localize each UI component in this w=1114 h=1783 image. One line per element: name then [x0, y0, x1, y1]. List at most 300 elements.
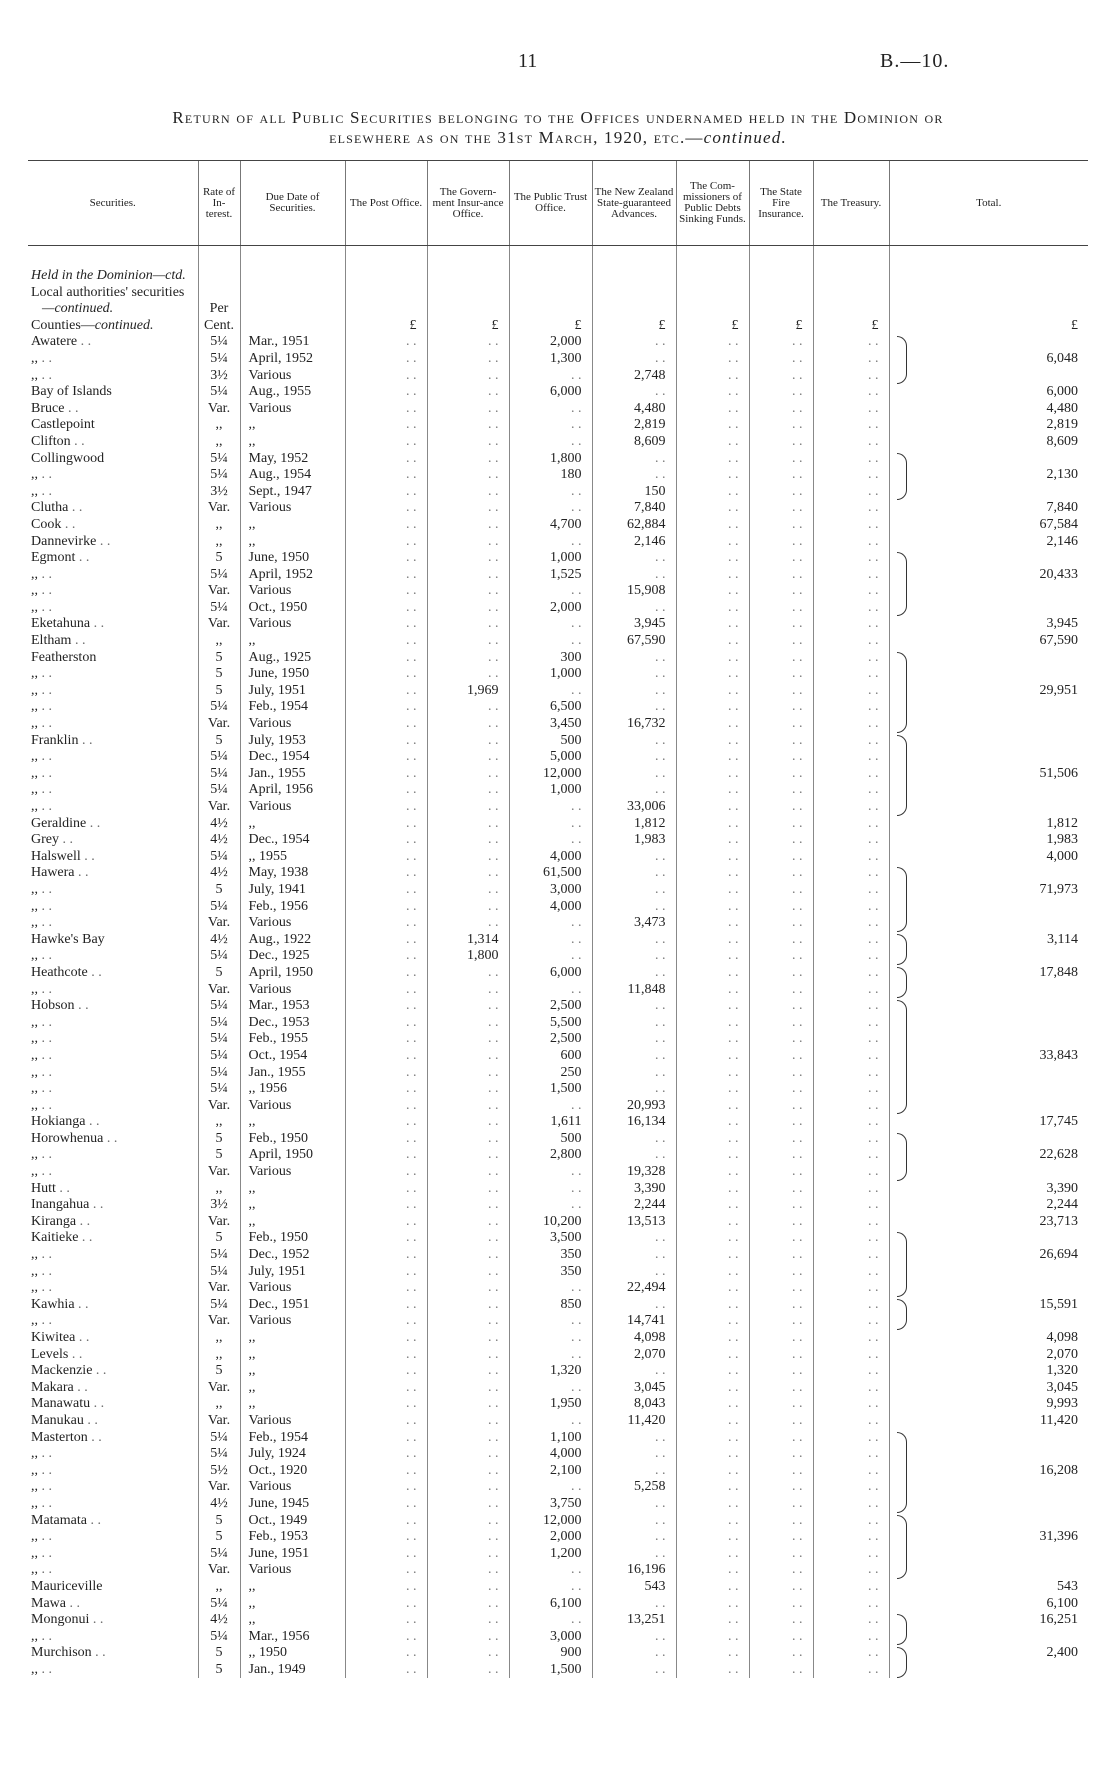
govt-insurance-value: [427, 517, 509, 534]
total-value: [889, 550, 1088, 567]
empty-cell-dots: . .: [488, 649, 499, 665]
sinking-funds-value: [676, 1579, 749, 1596]
interest-rate: 5¼: [198, 1446, 240, 1463]
sinking-funds-value: [676, 1147, 749, 1164]
empty-cell-dots: . .: [571, 1578, 582, 1594]
empty-cell-dots: . .: [571, 1097, 582, 1113]
public-trust-value: 6,500: [509, 699, 592, 716]
empty-cell-dots: . .: [868, 367, 879, 383]
empty-cell-dots: . .: [728, 1612, 739, 1628]
public-trust-value: [509, 816, 592, 833]
state-fire-value: [749, 1579, 813, 1596]
empty-cell-dots: . .: [728, 1197, 739, 1213]
due-date: ,,: [240, 1181, 345, 1198]
treasury-value: [813, 1197, 889, 1214]
group-brace: [897, 1515, 907, 1579]
govt-insurance-value: [427, 417, 509, 434]
post-office-value: [345, 683, 427, 700]
table-row: [28, 1629, 1088, 1646]
post-office-value: [345, 849, 427, 866]
empty-cell-dots: . .: [868, 483, 879, 499]
security-name: Cook . .: [31, 516, 76, 532]
state-fire-value: [749, 982, 813, 999]
state-fire-value: [749, 1164, 813, 1181]
govt-insurance-value: [427, 1496, 509, 1513]
leader-dots: . .: [38, 699, 52, 715]
state-fire-value: [749, 998, 813, 1015]
empty-cell-dots: . .: [571, 500, 582, 516]
state-fire-value: [749, 1430, 813, 1447]
security-name: ,, . .: [31, 799, 52, 814]
interest-rate: 4½: [198, 816, 240, 833]
sinking-funds-value: [676, 998, 749, 1015]
post-office-value: [345, 1596, 427, 1613]
due-date: ,, 1955: [240, 849, 345, 866]
empty-cell-dots: . .: [868, 334, 879, 350]
interest-rate: 5¼: [198, 1297, 240, 1314]
security-name: Kiranga . .: [31, 1213, 91, 1229]
due-date: Various: [240, 1413, 345, 1430]
state-advances-value: [592, 351, 676, 368]
state-advances-value: [592, 1031, 676, 1048]
security-name: Collingwood: [31, 450, 105, 466]
empty-cell-dots: . .: [406, 1379, 417, 1395]
treasury-value: [813, 1645, 889, 1662]
group-brace: [897, 735, 907, 816]
empty-cell-dots: . .: [868, 649, 879, 665]
table-row: [28, 484, 1088, 501]
empty-cell-dots: . .: [406, 350, 417, 366]
state-fire-value: [749, 1131, 813, 1148]
public-trust-value: 500: [509, 1131, 592, 1148]
due-date: Feb., 1954: [240, 1430, 345, 1447]
total-value: 6,100: [889, 1596, 1088, 1613]
leader-dots: . .: [38, 898, 52, 914]
empty-cell-dots: . .: [868, 350, 879, 366]
security-name: Grey . .: [31, 832, 73, 848]
interest-rate: ,,: [198, 1330, 240, 1347]
empty-cell-dots: . .: [488, 1130, 499, 1146]
empty-cell-dots: . .: [728, 1446, 739, 1462]
empty-cell-dots: . .: [728, 815, 739, 831]
interest-rate: 5¼: [198, 849, 240, 866]
empty-cell-dots: . .: [571, 915, 582, 931]
empty-cell-dots: . .: [792, 566, 803, 582]
state-advances-value: 4,098: [592, 1330, 676, 1347]
empty-cell-dots: . .: [488, 566, 499, 582]
govt-insurance-value: [427, 1596, 509, 1613]
sinking-funds-value: [676, 1164, 749, 1181]
state-fire-value: [749, 334, 813, 351]
empty-cell-dots: . .: [868, 417, 879, 433]
state-advances-value: [592, 451, 676, 468]
leader-dots: . .: [38, 682, 52, 698]
state-advances-value: 33,006: [592, 799, 676, 816]
govt-insurance-value: [427, 567, 509, 584]
empty-cell-dots: . .: [655, 1363, 666, 1379]
total-value: 22,628: [889, 1147, 1088, 1164]
group-brace: [897, 552, 907, 616]
total-value: 9,993: [889, 1396, 1088, 1413]
security-name: Clutha . .: [31, 500, 83, 516]
govt-insurance-value: [427, 401, 509, 418]
state-fire-value: [749, 1230, 813, 1247]
state-advances-value: [592, 1147, 676, 1164]
heading-counties-continued: continued.: [94, 317, 154, 333]
interest-rate: 4½: [198, 1496, 240, 1513]
table-row: [28, 1197, 1088, 1214]
sinking-funds-value: [676, 899, 749, 916]
govt-insurance-value: [427, 1479, 509, 1496]
empty-cell-dots: . .: [792, 1263, 803, 1279]
empty-cell-dots: . .: [728, 981, 739, 997]
state-advances-value: 16,732: [592, 716, 676, 733]
total-value: 67,590: [889, 633, 1088, 650]
leader-dots: . .: [38, 1097, 52, 1113]
empty-cell-dots: . .: [406, 1280, 417, 1296]
leader-dots: . .: [76, 1213, 91, 1229]
due-date: Dec., 1951: [240, 1297, 345, 1314]
col-treasury: The Treasury.: [813, 161, 889, 246]
leader-dots: . .: [87, 1429, 102, 1445]
empty-cell-dots: . .: [488, 981, 499, 997]
empty-cell-dots: . .: [792, 1412, 803, 1428]
empty-cell-dots: . .: [792, 433, 803, 449]
public-trust-value: [509, 1098, 592, 1115]
empty-cell-dots: . .: [728, 1495, 739, 1511]
empty-cell-dots: . .: [868, 433, 879, 449]
state-fire-value: [749, 417, 813, 434]
public-trust-value: [509, 1612, 592, 1629]
due-date: Dec., 1925: [240, 948, 345, 965]
interest-rate: 5: [198, 965, 240, 982]
empty-cell-dots: . .: [406, 483, 417, 499]
security-name: Eltham . .: [31, 633, 86, 649]
empty-cell-dots: . .: [792, 1014, 803, 1030]
empty-cell-dots: . .: [655, 732, 666, 748]
state-advances-value: [592, 384, 676, 401]
empty-cell-dots: . .: [728, 881, 739, 897]
empty-cell-dots: . .: [728, 1313, 739, 1329]
empty-cell-dots: . .: [571, 433, 582, 449]
empty-cell-dots: . .: [488, 1412, 499, 1428]
empty-cell-dots: . .: [406, 881, 417, 897]
empty-cell-dots: . .: [728, 1529, 739, 1545]
state-advances-value: [592, 1363, 676, 1380]
public-trust-value: 5,000: [509, 749, 592, 766]
state-advances-value: [592, 467, 676, 484]
empty-cell-dots: . .: [488, 915, 499, 931]
empty-cell-dots: . .: [571, 1479, 582, 1495]
empty-cell-dots: . .: [728, 898, 739, 914]
group-brace: [897, 336, 907, 384]
empty-cell-dots: . .: [571, 1197, 582, 1213]
group-brace: [897, 652, 907, 733]
empty-cell-dots: . .: [406, 1462, 417, 1478]
due-date: Oct., 1949: [240, 1513, 345, 1530]
sinking-funds-value: [676, 1297, 749, 1314]
sinking-funds-value: [676, 699, 749, 716]
empty-cell-dots: . .: [792, 998, 803, 1014]
due-date: ,, 1956: [240, 1081, 345, 1098]
empty-cell-dots: . .: [868, 1612, 879, 1628]
public-trust-value: 900: [509, 1645, 592, 1662]
empty-cell-dots: . .: [655, 1064, 666, 1080]
empty-cell-dots: . .: [792, 467, 803, 483]
govt-insurance-value: [427, 484, 509, 501]
treasury-value: [813, 782, 889, 799]
post-office-value: [345, 384, 427, 401]
empty-cell-dots: . .: [406, 550, 417, 566]
govt-insurance-value: [427, 616, 509, 633]
due-date: Aug., 1925: [240, 650, 345, 667]
state-fire-value: [749, 517, 813, 534]
public-trust-value: 3,450: [509, 716, 592, 733]
state-fire-value: [749, 1330, 813, 1347]
unit-currency: £: [749, 318, 813, 335]
due-date: Various: [240, 1164, 345, 1181]
table-row: [28, 1662, 1088, 1679]
post-office-value: [345, 799, 427, 816]
public-trust-value: [509, 1164, 592, 1181]
govt-insurance-value: [427, 1629, 509, 1646]
unit-currency: £: [813, 318, 889, 335]
post-office-value: [345, 1562, 427, 1579]
leader-dots: . .: [92, 1363, 107, 1379]
header-row: [28, 161, 1088, 246]
state-advances-value: [592, 782, 676, 799]
total-value: 6,000: [889, 384, 1088, 401]
treasury-value: [813, 1131, 889, 1148]
sinking-funds-value: [676, 1612, 749, 1629]
interest-rate: ,,: [198, 1396, 240, 1413]
public-trust-value: [509, 1313, 592, 1330]
empty-cell-dots: . .: [868, 1562, 879, 1578]
leader-dots: . .: [80, 848, 95, 864]
empty-cell-dots: . .: [728, 1130, 739, 1146]
treasury-value: [813, 915, 889, 932]
public-trust-value: 2,500: [509, 998, 592, 1015]
empty-cell-dots: . .: [406, 1247, 417, 1263]
post-office-value: [345, 1313, 427, 1330]
leader-dots: . .: [38, 1081, 52, 1097]
leader-dots: . .: [68, 500, 83, 516]
empty-cell-dots: . .: [488, 765, 499, 781]
table-row: [28, 1098, 1088, 1115]
due-date: ,,: [240, 1214, 345, 1231]
govt-insurance-value: [427, 1164, 509, 1181]
interest-rate: 5¼: [198, 351, 240, 368]
interest-rate: 5¼: [198, 1430, 240, 1447]
govt-insurance-value: [427, 699, 509, 716]
leader-dots: . .: [86, 1512, 101, 1528]
public-trust-value: [509, 683, 592, 700]
table-row: [28, 1065, 1088, 1082]
empty-cell-dots: . .: [488, 467, 499, 483]
state-fire-value: [749, 666, 813, 683]
state-fire-value: [749, 1098, 813, 1115]
empty-cell-dots: . .: [406, 1313, 417, 1329]
post-office-value: [345, 1214, 427, 1231]
empty-cell-dots: . .: [406, 1031, 417, 1047]
empty-cell-dots: . .: [406, 1645, 417, 1661]
state-advances-value: [592, 699, 676, 716]
interest-rate: 5¼: [198, 998, 240, 1015]
interest-rate: Var.: [198, 1562, 240, 1579]
post-office-value: [345, 1430, 427, 1447]
empty-cell-dots: . .: [792, 732, 803, 748]
post-office-value: [345, 666, 427, 683]
empty-cell-dots: . .: [728, 599, 739, 615]
public-trust-value: [509, 1562, 592, 1579]
state-advances-value: [592, 1596, 676, 1613]
unit-currency: £: [889, 318, 1088, 335]
total-value: [889, 1230, 1088, 1247]
empty-cell-dots: . .: [406, 1197, 417, 1213]
group-brace: [897, 1133, 907, 1181]
empty-cell-dots: . .: [728, 1247, 739, 1263]
empty-cell-dots: . .: [655, 666, 666, 682]
due-date: June, 1950: [240, 550, 345, 567]
table-row: [28, 1048, 1088, 1065]
state-fire-value: [749, 733, 813, 750]
group-brace: [897, 453, 907, 501]
empty-cell-dots: . .: [728, 848, 739, 864]
due-date: ,,: [240, 816, 345, 833]
state-advances-value: [592, 965, 676, 982]
interest-rate: 4½: [198, 865, 240, 882]
post-office-value: [345, 1015, 427, 1032]
govt-insurance-value: [427, 799, 509, 816]
empty-cell-dots: . .: [571, 533, 582, 549]
empty-cell-dots: . .: [728, 367, 739, 383]
empty-cell-dots: . .: [406, 1230, 417, 1246]
interest-rate: 5¼: [198, 384, 240, 401]
treasury-value: [813, 451, 889, 468]
security-name: ,, . .: [31, 948, 52, 964]
empty-cell-dots: . .: [728, 500, 739, 516]
public-trust-value: [509, 1280, 592, 1297]
public-trust-value: [509, 500, 592, 517]
empty-cell-dots: . .: [406, 433, 417, 449]
govt-insurance-value: [427, 583, 509, 600]
treasury-value: [813, 1579, 889, 1596]
state-fire-value: [749, 1247, 813, 1264]
due-date: Various: [240, 616, 345, 633]
empty-cell-dots: . .: [488, 881, 499, 897]
due-date: July, 1953: [240, 733, 345, 750]
state-fire-value: [749, 1529, 813, 1546]
empty-cell-dots: . .: [406, 1495, 417, 1511]
post-office-value: [345, 998, 427, 1015]
empty-cell-dots: . .: [728, 749, 739, 765]
due-date: ,,: [240, 1396, 345, 1413]
col-govt-insurance: The Govern-ment Insur-ance Office.: [427, 161, 509, 246]
table-row: [28, 699, 1088, 716]
due-date: Feb., 1955: [240, 1031, 345, 1048]
empty-cell-dots: . .: [571, 799, 582, 814]
total-value: [889, 1562, 1088, 1579]
empty-cell-dots: . .: [728, 1562, 739, 1578]
empty-cell-dots: . .: [728, 716, 739, 732]
due-date: Various: [240, 401, 345, 418]
public-trust-value: 350: [509, 1264, 592, 1281]
govt-insurance-value: [427, 733, 509, 750]
leader-dots: . .: [75, 550, 90, 566]
empty-cell-dots: . .: [868, 599, 879, 615]
state-fire-value: [749, 749, 813, 766]
empty-cell-dots: . .: [406, 666, 417, 682]
treasury-value: [813, 1313, 889, 1330]
security-name: ,, . .: [31, 1479, 52, 1495]
table-row: [28, 1081, 1088, 1098]
interest-rate: 5¼: [198, 1048, 240, 1065]
empty-cell-dots: . .: [571, 1313, 582, 1329]
public-trust-value: 1,950: [509, 1396, 592, 1413]
public-trust-value: [509, 915, 592, 932]
col-post-office: The Post Office.: [345, 161, 427, 246]
post-office-value: [345, 451, 427, 468]
sinking-funds-value: [676, 1247, 749, 1264]
due-date: Aug., 1955: [240, 384, 345, 401]
leader-dots: . .: [38, 915, 52, 931]
public-trust-value: 2,100: [509, 1463, 592, 1480]
govt-insurance-value: [427, 766, 509, 783]
table-row: [28, 1463, 1088, 1480]
table-row: [28, 1430, 1088, 1447]
due-date: ,,: [240, 1596, 345, 1613]
empty-cell-dots: . .: [406, 367, 417, 383]
treasury-value: [813, 417, 889, 434]
empty-cell-dots: . .: [406, 915, 417, 931]
sinking-funds-value: [676, 749, 749, 766]
govt-insurance-value: [427, 500, 509, 517]
state-fire-value: [749, 1264, 813, 1281]
empty-cell-dots: . .: [488, 400, 499, 416]
govt-insurance-value: [427, 434, 509, 451]
state-advances-value: 2,070: [592, 1347, 676, 1364]
post-office-value: [345, 1446, 427, 1463]
empty-cell-dots: . .: [655, 467, 666, 483]
security-name: ,, . .: [31, 981, 52, 997]
empty-cell-dots: . .: [488, 964, 499, 980]
security-name: ,, . .: [31, 1164, 52, 1180]
govt-insurance-value: [427, 1463, 509, 1480]
empty-cell-dots: . .: [868, 1147, 879, 1163]
state-fire-value: [749, 1297, 813, 1314]
empty-cell-dots: . .: [868, 799, 879, 814]
empty-cell-dots: . .: [571, 981, 582, 997]
total-value: [889, 948, 1088, 965]
empty-cell-dots: . .: [868, 1097, 879, 1113]
sinking-funds-value: [676, 1031, 749, 1048]
empty-cell-dots: . .: [792, 1147, 803, 1163]
security-name: ,, . .: [31, 483, 52, 499]
state-fire-value: [749, 1147, 813, 1164]
state-advances-value: [592, 1513, 676, 1530]
total-value: [889, 899, 1088, 916]
total-value: 20,433: [889, 567, 1088, 584]
treasury-value: [813, 1662, 889, 1679]
empty-cell-dots: . .: [792, 1562, 803, 1578]
post-office-value: [345, 484, 427, 501]
empty-cell-dots: . .: [868, 400, 879, 416]
empty-cell-dots: . .: [406, 1296, 417, 1312]
sinking-funds-value: [676, 1181, 749, 1198]
public-trust-value: [509, 1413, 592, 1430]
govt-insurance-value: [427, 1181, 509, 1198]
empty-cell-dots: . .: [655, 1081, 666, 1097]
